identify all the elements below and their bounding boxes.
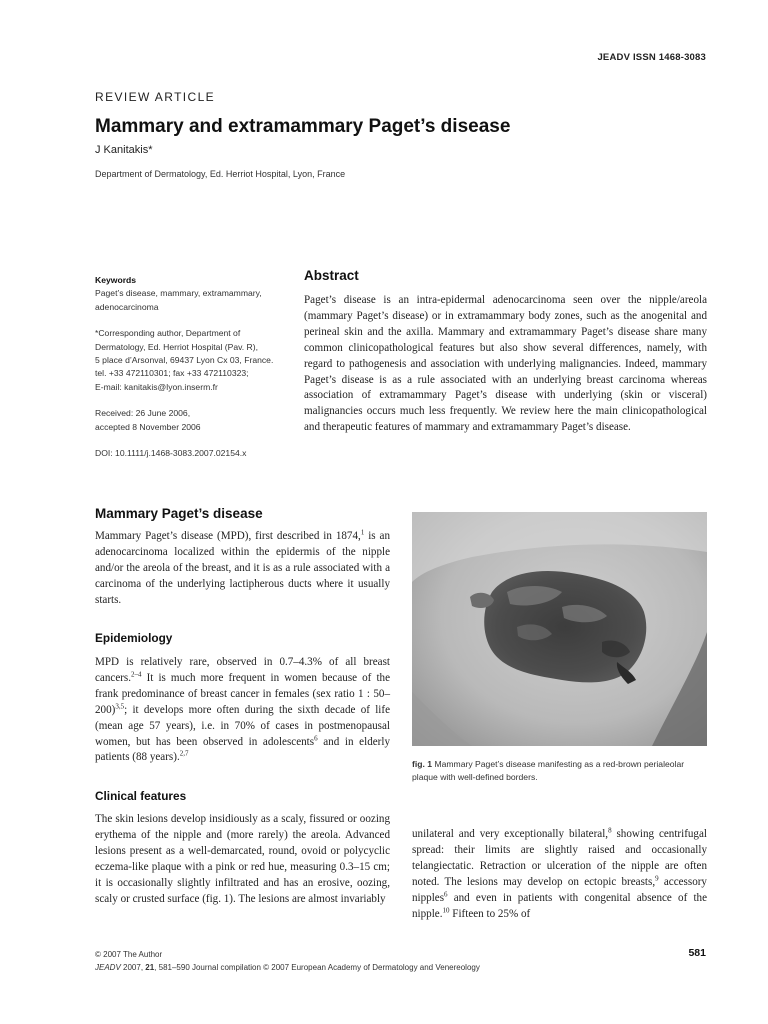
journal-issn: JEADV ISSN 1468-3083	[597, 52, 706, 63]
author: J Kanitakis*	[95, 144, 153, 156]
figure-1-caption: fig. 1 Mammary Paget’s disease manifesting as a red-brown perialeolar plaque with well-defined borders.	[412, 759, 685, 782]
footer-citation	[95, 949, 480, 974]
correspondence-line: *Corresponding author, Department of	[95, 328, 241, 339]
epidemiology-paragraph: MPD is relatively rare, observed in 0.7–4.3% of all breast cancers.$^{2-4}$ It is much more frequent in women because of the frank predominance of breast cancer in females (sex ratio 1 : 50–200)$^{3,5}$; it develops more often during the sixth decade of life (mean age 57 years), i.e. in 70% of cases in postmenopausal women, but has been observed in adolescents$^6$ and in elderly patients (88 years).$^{2,7}$	[95, 656, 390, 764]
article-type: REVIEW ARTICLE	[95, 90, 216, 104]
doi[interactable]: DOI: 10.1111/j.1468-3083.2007.02154.x	[95, 448, 247, 459]
correspondence-line: tel. +33 472110301; fax +33 472110323;	[95, 368, 249, 379]
clinical-features-paragraph: The skin lesions develop insidiously as a scaly, fissured or oozing erythema of the nipple and (more rarely) the areola. Advanced lesions present as a well-demarcated, round, ovoid or polycyclic eczema-like plaque with a pink or red hue, measuring 0.3–15 cm; it is occasionally slightly infiltrated and has an erosive, oozing, scaly or crusted surface (fig. 1). The lesions are almost invariably	[95, 813, 390, 905]
abstract-text: Paget’s disease is an intra-epidermal adenocarcinoma seen over the nipple/areola (mammary Paget’s disease) or in extramammary body zones, such as the anogenital and perineal skin and the axilla. Mammary and extramammary Paget’s disease share many common clinicopathological features but also show several differences, namely, with regard to pathogenesis and association with underlying malignancies. Indeed, mammary Paget’s disease is as a rule associated with an underlying breast carcinoma whereas association of extramammary Paget’s disease with underlying (skin or visceral) malignancies occurs much less frequently. We review here the main clinicopathological and therapeutic features of mammary and extramammary Paget’s disease.	[304, 294, 707, 434]
affiliation: Department of Dermatology, Ed. Herriot Hospital, Lyon, France	[95, 169, 346, 179]
correspondence-line: 5 place d’Arsonval, 69437 Lyon Cx 03, France.	[95, 355, 274, 366]
section-heading: Mammary Paget’s disease	[95, 506, 263, 521]
epidemiology-heading: Epidemiology	[95, 631, 173, 645]
page-number: 581	[688, 947, 706, 959]
keywords-label: Keywords	[95, 275, 137, 285]
received-date: Received: 26 June 2006,	[95, 408, 191, 419]
footer-journal-line: JEADV 2007, 21, 581–590 Journal compilation © 2007 European Academy of Dermatology and Venereology	[95, 962, 480, 972]
clinical-features-heading: Clinical features	[95, 789, 187, 803]
abstract-heading: Abstract	[304, 268, 359, 283]
article-info-sidebar	[95, 274, 295, 460]
footer-copyright: © 2007 The Author	[95, 950, 163, 959]
correspondence-line: Dermatology, Ed. Herriot Hospital (Pav. R),	[95, 341, 259, 352]
right-column-paragraph: unilateral and very exceptionally bilateral,$^8$ showing centrifugal spread: their limits are slightly raised and occasionally telangiectatic. Retraction or ulceration of the nipple are often noted. The lesions may develop on ectopic breasts,$^9$ accessory nipples$^6$ and even in patients with congenital absence of the nipple.$^{10}$ Fifteen to 25% of	[412, 826, 707, 920]
keywords: Paget’s disease, mammary, extramammary, adenocarcinoma	[95, 288, 262, 312]
page-title: Mammary and extramammary Paget’s disease	[95, 116, 511, 137]
intro-paragraph: Mammary Paget’s disease (MPD), first described in 1874,$^1$ is an adenocarcinoma localized within the epidermis of the nipple and/or the areola of the breast, and it is as a rule associated with a carcinoma of the underlying lactipherous ducts where it usually starts.	[95, 528, 390, 606]
accepted-date: accepted 8 November 2006	[95, 421, 201, 432]
figure-1-image	[412, 512, 707, 746]
correspondence-email[interactable]: E-mail: kanitakis@lyon.inserm.fr	[95, 381, 218, 392]
